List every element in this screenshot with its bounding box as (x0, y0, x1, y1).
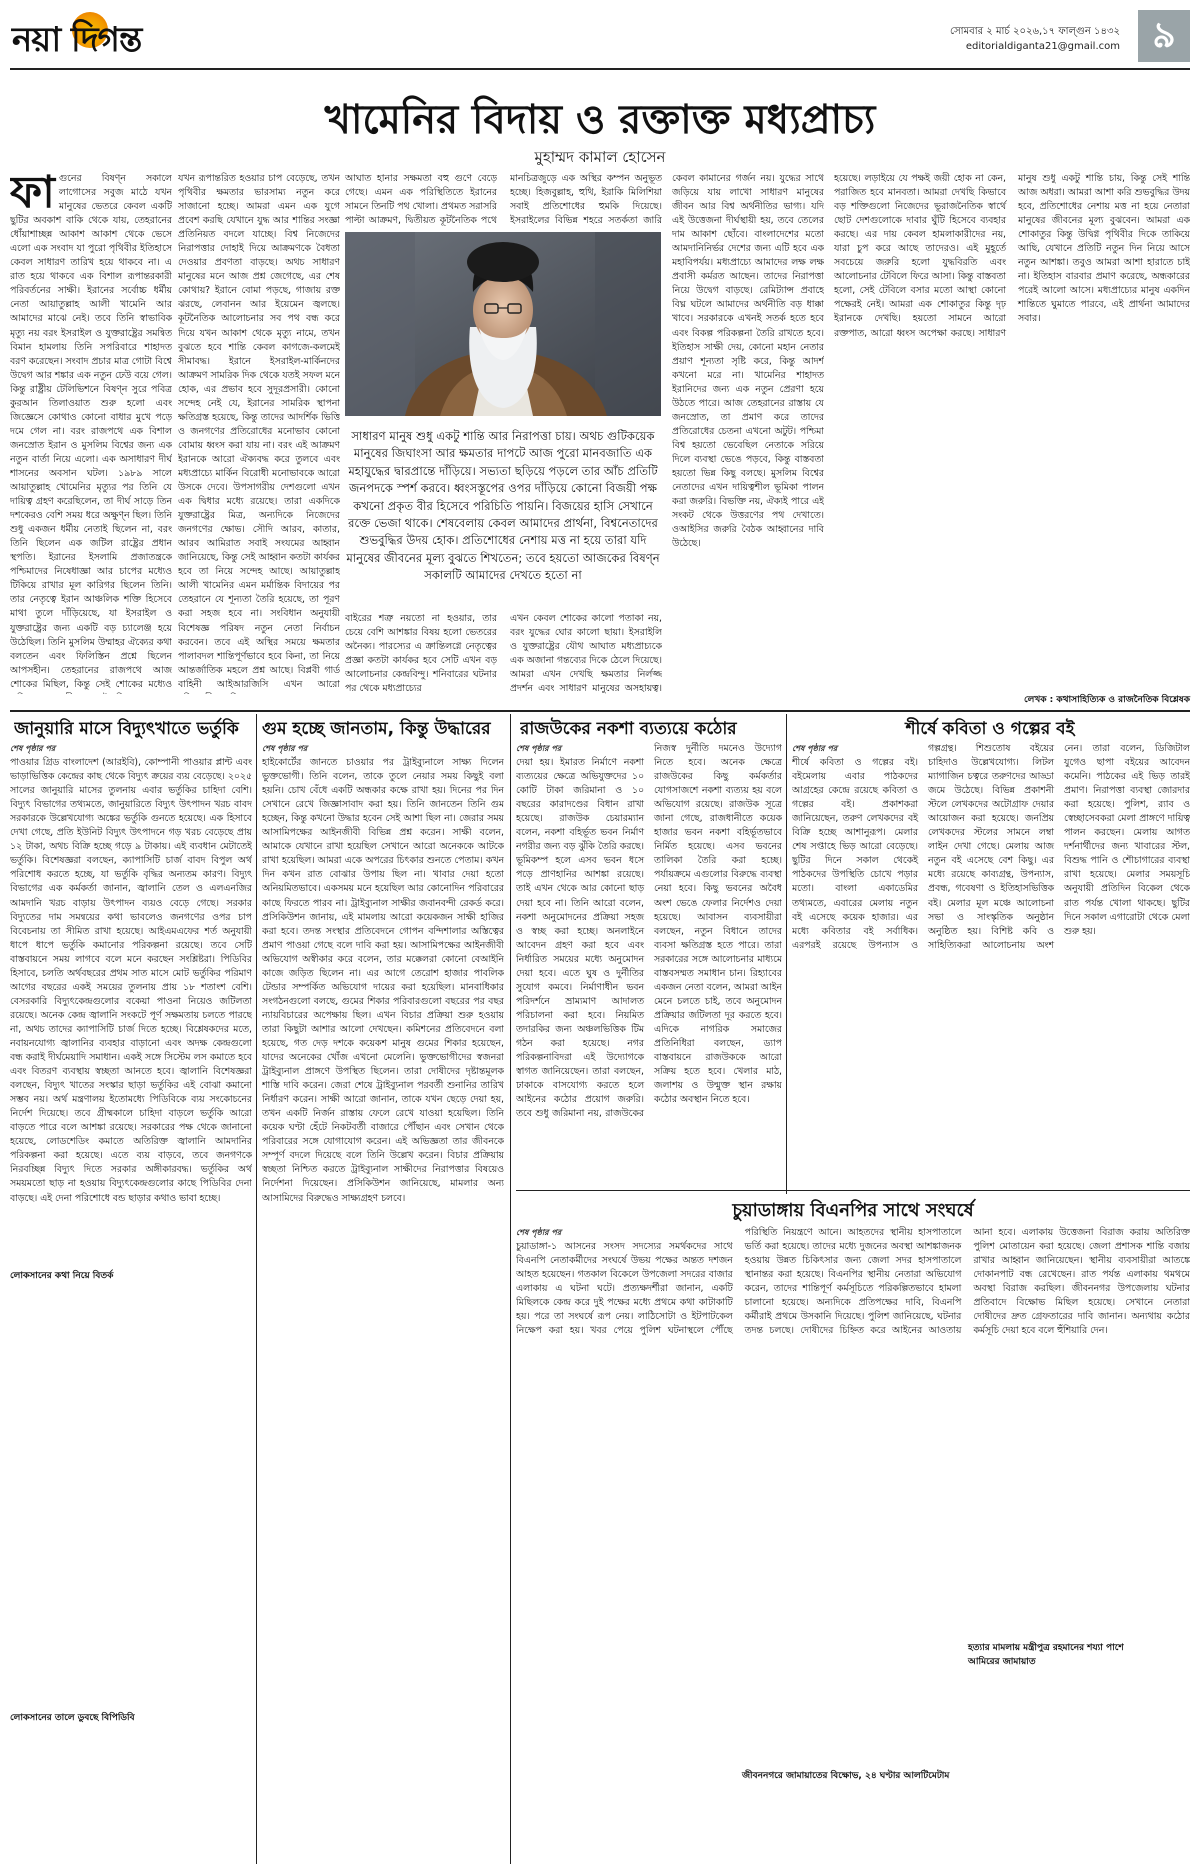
story4-body (792, 742, 1190, 1182)
section-divider (10, 710, 1190, 712)
lead-column-3-top: আঘাত হানার সক্ষমতা বহু গুণে বেড়ে গেছে। এমন এক পরিস্থিতিতে ইরানের সামনে তিনটি পথ খোলা। প্রথমত সরাসরি পাল্টা আক্রমণ, দ্বিতীয়ত কূটনৈতিক পথে (345, 173, 497, 227)
continued-label: শেষ পৃষ্ঠার পর (262, 744, 308, 753)
story5-subhead-2: হত্যার মামলায় মন্ত্রীপুত্র রহমানের শয্যা পাশে (968, 1640, 1190, 1655)
story3-text: দেয়া হয়। ইমারত নির্মাণে নকশা ব্যত্যয়ের ক্ষেত্রে অভিযুক্তদের ১০ কোটি টাকা জরিমানা ও ১০ বছরের কারাদণ্ডের বিধান রাখা হয়েছে। রাজউক চেয়ারম্যান বলেন, নকশা বহির্ভূত ভবন নির্মাণ নগরীর জন্য বড় ঝুঁকি তৈরি করছে। ভূমিকম্প হলে এসব ভবন ধসে পড়ে প্রাণহানির আশঙ্কা রয়েছে। তাই এখন থেকে আর কোনো ছাড় দেয়া হবে না। তিনি আরো বলেন, নকশা অনুমোদনের প্রক্রিয়া সহজ ও স্বচ্ছ করা হচ্ছে। অনলাইনে আবেদন গ্রহণ করা হবে এবং নির্ধারিত সময়ের মধ্যে অনুমোদন দেয়া হবে। এতে ঘুষ ও দুর্নীতির সুযোগ কমবে। নির্মাণাধীন ভবন পরিদর্শনে ভ্রাম্যমাণ আদালত পরিচালনা করা হবে। নিয়মিত তদারকির জন্য অঞ্চলভিত্তিক টিম গঠন করা হয়েছে। নগর পরিকল্পনাবিদরা এই উদ্যোগকে স্বাগত জানিয়েছেন। তারা বলছেন, ঢাকাকে বাসযোগ্য করতে হলে আইনের কঠোর প্রয়োগ জরুরি। তবে শুধু জরিমানা নয়, রাজউকের নিজস্ব দুর্নীতি দমনেও উদ্যোগ নিতে হবে। অনেক ক্ষেত্রে রাজউকের কিছু কর্মকর্তার যোগসাজশে নকশা ব্যত্যয় হয় বলে অভিযোগ রয়েছে। রাজউক সূত্রে জানা গেছে, রাজধানীতে কয়েক হাজার ভবন নকশা বহির্ভূতভাবে নির্মিত হয়েছে। এসব ভবনের তালিকা তৈরি করা হচ্ছে। পর্যায়ক্রমে এগুলোর বিরুদ্ধে ব্যবস্থা নেয়া হবে। কিছু ভবনের অবৈধ অংশ ভেঙে ফেলার নির্দেশও দেয়া হয়েছে। আবাসন ব্যবসায়ীরা বলছেন, নতুন বিধানে তাদের ব্যবসা ক্ষতিগ্রস্ত হতে পারে। তারা সরকারের সঙ্গে আলোচনার মাধ্যমে বাস্তবসম্মত সমাধান চান। রিহ্যাবের একজন নেতা বলেন, আমরা আইন মেনে চলতে চাই, তবে অনুমোদন প্রক্রিয়ার জটিলতা দূর করতে হবে। এদিকে নাগরিক সমাজের প্রতিনিধিরা বলছেন, ড্যাপ বাস্তবায়নে রাজউককে আরো সক্রিয় হতে হবে। খেলার মাঠ, জলাশয় ও উন্মুক্ত স্থান রক্ষায় কঠোর অবস্থান নিতে হবে। (516, 743, 782, 1120)
column-rule (256, 714, 257, 1864)
lead-column-1 (10, 172, 172, 694)
story1-headline[interactable]: জানুয়ারি মাসে বিদ্যুৎখাতে ভর্তুকি (14, 719, 239, 739)
story5-text: চুয়াডাঙ্গা-১ আসনের সংসদ সদস্যের সমর্থকদের সাথে বিএনপি নেতাকর্মীদের সংঘর্ষে উভয় পক্ষের অন্তত দশজন আহত হয়েছেন। গতকাল বিকেলে উপজেলা সদরের বাজার এলাকায় এ ঘটনা ঘটে। প্রত্যক্ষদর্শীরা জানান, একটি মিছিলকে কেন্দ্র করে দুই পক্ষের মধ্যে প্রথমে কথা কাটাকাটি হয়। পরে তা সংঘর্ষে রূপ নেয়। লাঠিসোটা ও ইটপাটকেল নিক্ষেপ করা হয়। খবর পেয়ে পুলিশ ঘটনাস্থলে পৌঁছে পরিস্থিতি নিয়ন্ত্রণে আনে। আহতদের স্থানীয় হাসপাতালে ভর্তি করা হয়েছে। তাদের মধ্যে দুজনের অবস্থা আশঙ্কাজনক হওয়ায় উন্নত চিকিৎসার জন্য জেলা সদর হাসপাতালে স্থানান্তর করা হয়েছে। বিএনপির স্থানীয় নেতারা অভিযোগ করেন, তাদের শান্তিপূর্ণ কর্মসূচিতে পরিকল্পিতভাবে হামলা চালানো হয়েছে। অন্যদিকে প্রতিপক্ষের দাবি, বিএনপি কর্মীরাই প্রথমে উসকানি দিয়েছে। পুলিশ জানিয়েছে, ঘটনার তদন্ত চলছে। দোষীদের চিহ্নিত করে আইনের আওতায় আনা হবে। এলাকায় উত্তেজনা বিরাজ করায় অতিরিক্ত পুলিশ মোতায়েন করা হয়েছে। জেলা প্রশাসক শান্তি বজায় রাখার আহ্বান জানিয়েছেন। স্থানীয় ব্যবসায়ীরা আতঙ্কে দোকানপাট বন্ধ রেখেছেন। রাত পর্যন্ত এলাকায় থমথমে অবস্থা বিরাজ করছিল। জীবননগর উপজেলায় ঘটনার প্রতিবাদে বিক্ষোভ মিছিল হয়েছে। সেখানে নেতারা দোষীদের দ্রুত গ্রেফতারের দাবি জানান। অন্যথায় কঠোর কর্মসূচি দেয়া হবে বলে হুঁশিয়ারি দেন। (516, 1227, 1190, 1337)
continued-label: শেষ পৃষ্ঠার পর (10, 744, 56, 753)
column-rule (786, 714, 787, 1194)
story2-text: হাইকোর্টের জানতে চাওয়ার পর ট্রাইব্যুনালে সাক্ষ্য দিলেন ভুক্তভোগী। তিনি বলেন, তাকে তুলে নেয়ার সময় কিছুই বলা হয়নি। চোখ বেঁধে একটি অন্ধকার কক্ষে রাখা হয়। দিনের পর দিন সেখানে রেখে জিজ্ঞাসাবাদ করা হয়। তিনি জানতেন তিনি গুম হচ্ছেন, কিন্তু কখনো উদ্ধার হবেন সেই আশা ছিল না। জেরার সময় আসামিপক্ষের আইনজীবী বিভিন্ন প্রশ্ন করেন। সাক্ষী বলেন, আমাকে যেখানে রাখা হয়েছিল সেখানে আরো অনেককে আটকে রাখা হয়েছিল। আমরা একে অপরের চিৎকার শুনতে পেতাম। কখন দিন কখন রাত বোঝার উপায় ছিল না। খাবার দেয়া হতো অনিয়মিতভাবে। একসময় মনে হয়েছিল আর কোনোদিন পরিবারের কাছে ফিরতে পারব না। ট্রাইব্যুনাল সাক্ষীর জবানবন্দী রেকর্ড করে। প্রসিকিউশন জানায়, এই মামলায় আরো কয়েকজন সাক্ষী হাজির করা হবে। তদন্ত সংস্থার প্রতিবেদনে গোপন বন্দিশালার অস্তিত্বের প্রমাণ পাওয়া গেছে বলে দাবি করা হয়। আসামিপক্ষের আইনজীবী অভিযোগ অস্বীকার করে বলেন, তার মক্কেলরা কোনো বেআইনি কাজে জড়িত ছিলেন না। এর আগে তেরোশ হাজার পাবলিক টেন্ডার সম্পর্কিত অভিযোগ দায়ের করা হয়েছিল। মানবাধিকার সংগঠনগুলো বলছে, গুমের শিকার পরিবারগুলো বছরের পর বছর ন্যায়বিচারের অপেক্ষায় ছিল। এখন বিচার প্রক্রিয়া শুরু হওয়ায় তারা কিছুটা আশার আলো দেখছেন। কমিশনের প্রতিবেদনে বলা হয়েছে, গত দেড় দশকে কয়েকশ মানুষ গুমের শিকার হয়েছেন, যাদের অনেকের খোঁজ এখনো মেলেনি। ভুক্তভোগীদের স্বজনরা ট্রাইব্যুনাল প্রাঙ্গণে উপস্থিত ছিলেন। তারা দোষীদের দৃষ্টান্তমূলক শাস্তি দাবি করেন। জেরা শেষে ট্রাইব্যুনাল পরবর্তী শুনানির তারিখ নির্ধারণ করেন। সাক্ষী আরো জানান, তাকে যখন ছেড়ে দেয়া হয়, তখন একটি নির্জন রাস্তায় ফেলে রেখে যাওয়া হয়েছিল। তিনি কয়েক ঘণ্টা হেঁটে নিকটবর্তী বাজারে পৌঁছান এবং সেখান থেকে পরিবারের সঙ্গে যোগাযোগ করেন। এই অভিজ্ঞতা তার জীবনকে সম্পূর্ণ বদলে দিয়েছে বলে তিনি উল্লেখ করেন। বিচার প্রক্রিয়ায় স্বচ্ছতা নিশ্চিত করতে ট্রাইব্যুনাল সাক্ষীদের নিরাপত্তার বিষয়েও নির্দেশনা দিয়েছেন। প্রসিকিউশন জানিয়েছে, মামলার অন্য আসামিদের বিরুদ্ধেও সাক্ষ্যগ্রহণ চলবে। (262, 757, 504, 1204)
story2-headline[interactable]: গুম হচ্ছে জানতাম, কিন্তু উদ্ধারের (262, 719, 491, 739)
lead-column-3-bottom: বাইরের শত্রু নয়তো না হওয়ার, তার চেয়ে বেশি আশঙ্কার বিষয় হলো ভেতরের অনৈক্য। পারস্যের এ ক্রান্তিলগ্নে নেতৃত্বের প্রজ্ঞা কতটা কার্যকর হবে সেটি এখন বড় আলোচনার কেন্দ্রবিন্দু। শনিবারের ঘটনার পর থেকে মধ্যপ্রাচ্যের (345, 613, 497, 694)
issue-date (950, 24, 1120, 54)
lead-column-2: যখন রূপান্তরিত হওয়ার চাপ বেড়েছে, তখন পৃথিবীর ক্ষমতার ভারসাম্য নতুন করে সাজানো হচ্ছে। আমরা এমন এক যুগে প্রবেশ করছি যেখানে যুদ্ধ আর শান্তির সংজ্ঞা প্রতিনিয়ত বদলে যাচ্ছে। বিশ্ব নিজেদের নিরাপত্তার দোহাই দিয়ে আক্রমণকে বৈধতা দেওয়ার প্রবণতা বাড়ছে। অথচ সাধারণ মানুষের মনে আজ প্রশ্ন জেগেছে, এর শেষ কোথায়? ইরানে বোমা পড়ছে, গাজায় রক্ত ঝরছে, লেবানন আর ইয়েমেন জ্বলছে। কূটনৈতিক আলোচনার সব পথ বন্ধ করে দিয়ে যখন আকাশ থেকে মৃত্যু নামে, তখন বুঝতে হবে শান্তি কেবল কাগজে-কলমেই সীমাবদ্ধ। ইরানে ইসরাইল-মার্কিনদের আক্রমণ সামরিক দিক থেকে যতই সফল মনে হোক, এর প্রভাব হবে সুদূরপ্রসারী। কোনো সন্দেহ নেই যে, ইরানের সামরিক স্থাপনা ক্ষতিগ্রস্ত হয়েছে, কিন্তু তাদের আদর্শিক ভিত্তি ও জনগণের প্রতিরোধের মনোভাব কোনো বোমায় ধ্বংস করা যায় না। বরং এই আক্রমণ ইরানকে আরো ঐক্যবদ্ধ করে তুলবে এবং মধ্যপ্রাচ্যে মার্কিন বিরোধী মনোভাবকে আরো উসকে দেবে। উপসাগরীয় দেশগুলো এখন এক দ্বিধার মধ্যে রয়েছে। তারা একদিকে যুক্তরাষ্ট্রের মিত্র, অন্যদিকে নিজেদের জনগণের ক্ষোভ। সৌদি আরব, কাতার, আরব আমিরাত সবাই সংযমের আহ্বান জানিয়েছে, কিন্তু সেই আহ্বান কতটা কার্যকর হবে তা নিয়ে সন্দেহ আছে। আয়াতুল্লাহ আলী খামেনির এমন মর্মান্তিক বিদায়ের পর তেহরানে যে শূন্যতা তৈরি হয়েছে, তা পূরণ করা সহজ হবে না। সংবিধান অনুযায়ী বিশেষজ্ঞ পরিষদ নতুন নেতা নির্বাচন করবেন। তবে এই অস্থির সময়ে ক্ষমতার পালাবদল শান্তিপূর্ণভাবে হবে কিনা, তা নিয়ে আন্তর্জাতিক মহলে প্রশ্ন আছে। বিপ্লবী গার্ড বাহিনী আইআরজিসি এখন আরো (178, 173, 340, 690)
section-divider (516, 1190, 1190, 1191)
column-rule (510, 714, 511, 1864)
lead-column-5: কেবল কামানের গর্জন নয়। যুদ্ধের সাথে জড়িয়ে যায় লাখো সাধারণ মানুষের জীবন আর বিশ্ব অর্থনীতির ভাগ্য। যদি এই উত্তেজনা দীর্ঘস্থায়ী হয়, তবে তেলের দাম আকাশ ছোঁবে। বাংলাদেশের মতো আমদানিনির্ভর দেশের জন্য এটি হবে এক মহাবিপর্যয়। মধ্যপ্রাচ্যে আমাদের লক্ষ লক্ষ প্রবাসী কর্মরত আছেন। তাদের নিরাপত্তা নিয়ে উদ্বেগ বাড়ছে। রেমিট্যান্স প্রবাহে বিঘ্ন ঘটলে আমাদের অর্থনীতি বড় ধাক্কা খাবে। সরকারকে এখনই সতর্ক হতে হবে এবং বিকল্প পরিকল্পনা তৈরি রাখতে হবে। ইতিহাস সাক্ষী দেয়, কোনো মহান নেতার প্রয়াণ শূন্যতা সৃষ্টি করে, কিন্তু আদর্শ কখনো মরে না। খামেনির শাহাদত ইরানিদের জন্য এক নতুন প্রেরণা হয়ে উঠতে পারে। আজ তেহরানের রাস্তায় যে জনস্রোত, তা প্রমাণ করে তাদের প্রতিরোধের চেতনা এখনো অটুট। পশ্চিমা বিশ্ব হয়তো ভেবেছিল নেতাকে সরিয়ে দিলে ব্যবস্থা ভেঙে পড়বে, কিন্তু বাস্তবতা হয়তো ভিন্ন কিছু বলছে। মুসলিম বিশ্বের নেতাদের এখন দায়িত্বশীল ভূমিকা পালন করা জরুরি। বিভক্তি নয়, ঐক্যই পারে এই সংকট থেকে উত্তরণের পথ দেখাতে। ওআইসির জরুরি বৈঠক আহ্বানের দাবি উঠেছে। (672, 173, 824, 550)
story5-subhead-3: আমিরের জামায়াত (968, 1654, 1190, 1669)
masthead (10, 8, 1190, 70)
story5-headline[interactable]: চুয়াডাঙ্গায় বিএনপির সাথে সংঘর্ষে (732, 1200, 974, 1221)
lead-column-4-bottom: এখন কেবল শোকের কালো পতাকা নয়, বরং যুদ্ধের ঘোর কালো ছায়া। ইসরাইলি ও যুক্তরাষ্ট্রের যৌথ আঘাত মধ্যপ্রাচ্যকে এক অজানা গন্তব্যের দিকে ঠেলে দিয়েছে। আমরা এখন দেখছি ক্ষমতার নির্লজ্জ প্রদর্শন এবং সাধারণ মানুষের অসহায়ত্ব। (510, 613, 662, 694)
story1-body (10, 742, 252, 1864)
story4-text: শীর্ষে কবিতা ও গল্পের বই। বইমেলায় এবার পাঠকদের আগ্রহের কেন্দ্রে রয়েছে কবিতা ও গল্পের বই। প্রকাশকরা জানিয়েছেন, তরুণ লেখকদের বই বিক্রি হচ্ছে আশানুরূপ। মেলার শেষ সপ্তাহে ভিড় আরো বেড়েছে। ছুটির দিনে সকাল থেকেই পাঠকদের উপস্থিতি চোখে পড়ার মতো। বাংলা একাডেমির তথ্যমতে, এবারের মেলায় নতুন বই এসেছে কয়েক হাজার। এর মধ্যে কবিতার বই সর্বাধিক। এরপরই রয়েছে উপন্যাস ও গল্পগ্রন্থ। শিশুতোষ বইয়ের চাহিদাও উল্লেখযোগ্য। লিটল ম্যাগাজিন চত্বরে তরুণদের আড্ডা জমে উঠেছে। বিভিন্ন প্রকাশনী স্টলে লেখকদের অটোগ্রাফ দেয়ার আয়োজন করা হয়েছে। জনপ্রিয় লেখকদের স্টলের সামনে লম্বা লাইন দেখা গেছে। মেলায় আজ নতুন বই এসেছে বেশ কিছু। এর মধ্যে রয়েছে কাব্যগ্রন্থ, উপন্যাস, প্রবন্ধ, গবেষণা ও ইতিহাসভিত্তিক বই। মেলার মূল মঞ্চে আলোচনা সভা ও সাংস্কৃতিক অনুষ্ঠান অনুষ্ঠিত হয়। বিশিষ্ট কবি ও সাহিত্যিকরা আলোচনায় অংশ নেন। তারা বলেন, ডিজিটাল যুগেও ছাপা বইয়ের আবেদন কমেনি। পাঠকের এই ভিড় তারই প্রমাণ। নিরাপত্তা ব্যবস্থা জোরদার করা হয়েছে। পুলিশ, র‍্যাব ও স্বেচ্ছাসেবকরা মেলা প্রাঙ্গণে দায়িত্ব পালন করছেন। মেলায় আগত দর্শনার্থীদের জন্য খাবারের স্টল, বিশুদ্ধ পানি ও শৌচাগারের ব্যবস্থা রাখা হয়েছে। মেলার সময়সূচি অনুযায়ী প্রতিদিন বিকেল থেকে রাত পর্যন্ত খোলা থাকছে। ছুটির দিনে সকাল এগারোটা থেকে মেলা শুরু হয়। (792, 743, 1190, 951)
pull-quote: সাধারণ মানুষ শুধু একটু শান্তি আর নিরাপত্তা চায়। অথচ গুটিকয়েক মানুষের জিঘাংসা আর ক্ষমতার দাপটে আজ পুরো মানবজাতি এক মহাযুদ্ধের দ্বারপ্রান্তে দাঁড়িয়ে। সভ্যতা ছড়িয়ে পড়লে তার আঁচ প্রতিটি জনপদকে স্পর্শ করবে। ধ্বংসস্তূপের ওপর দাঁড়িয়ে কোনো বিজয়ী পক্ষ কখনো প্রকৃত বীর হিসেবে পরিচিতি পায়নি। বিজয়ের হাসি সেখানে রক্তে ভেজা থাকে। শেষবেলায় কেবল আমাদের প্রার্থনা, বিশ্বনেতাদের শুভবুদ্ধির উদয় হোক। প্রতিশোধের নেশায় মত্ত না হয়ে তারা যদি মানুষের জীবনের মূল্য বুঝতে শিখতেন; তবে হয়তো আজকের বিষণ্ন সকালটি আমাদের দেখতে হতো না (346, 429, 660, 583)
lead-column-4-top: মানচিত্রজুড়ে এক অস্থির কম্পন অনুভূত হচ্ছে। হিজবুল্লাহ, হুথি, ইরাকি মিলিশিয়া সবাই প্রতিশোধের হুমকি দিয়েছে। ইসরাইলের বিভিন্ন শহরে সতর্কতা জারি (510, 173, 662, 227)
continued-label: শেষ পৃষ্ঠার পর (516, 744, 562, 753)
editorial-email[interactable]: editorialdiganta21@gmail.com (965, 41, 1120, 52)
page-number-badge: ৯ (1138, 10, 1190, 62)
story2-body (262, 742, 504, 1864)
date-line: সোমবার ২ মার্চ ২০২৬,১৭ ফাল্গুন ১৪৩২ (950, 26, 1120, 37)
author-signature: লেখক : কথাসাহিত্যিক ও রাজনৈতিক বিশ্লেষক (1023, 695, 1190, 705)
newspaper-logo[interactable]: নয়া দিগন্ত (12, 14, 141, 71)
lead-photo[interactable] (345, 232, 661, 416)
story3-headline[interactable]: রাজউকের নকশা ব্যত্যয়ে কঠোর (520, 719, 737, 739)
drop-cap: ফা (10, 172, 55, 218)
lead-col1-text: গুনের বিষণ্ন সকালে লাগোসের সবুজ মাঠে যখন মানুষের ভেতরে কেবল একটি ছুটির অবকাশ বাকি থেকে যায়, তেহরানের ধোঁয়াশাচ্ছন্ন আকাশ আকাশ থেকে ভেসে এলো এক সংবাদ যা পুরো পৃথিবীর ইতিহাসে কেবল সাধারণ তারিখ হয়ে থাকবে না। এ রাত হয়ে থাকবে এক বিশাল রূপান্তরকারী পরিবর্তনের সাক্ষী। ইরানের সর্বোচ্চ ধর্মীয় নেতা আয়াতুল্লাহ আলী খামেনি আর আমাদের মাঝে নেই। তবে তিনি স্বাভাবিক মৃত্যু নয় বরং ইসরাইল ও যুক্তরাষ্ট্রের সমন্বিত বিমান হামলায় তিনি সপরিবারে শাহাদত বরণ করেছেন। সংবাদ প্রচার মাত্র গোটা বিশ্বে উদ্বেগ আর শঙ্কার এক নতুন ঢেউ বয়ে গেল। কিন্তু রাষ্ট্রীয় টেলিভিশনে বিষণ্ন সুরে পবিত্র কুরআন তিলাওয়াত শুরু হলো এবং জিজ্ঞেসে কোথাও কোনো বাধার মুখে পড়ে দমে গেল না। বরং রাজপথে এক বিশাল জনস্রোত ইরান ও মুসলিম বিশ্বের জন্য এক নতুন বার্তা নিয়ে এলো। এক অসাধারণ দীর্ঘ শাসনের অবসান ঘটল। ১৯৮৯ সালে আয়াতুল্লাহ খোমেনির মৃত্যুর পর তিনি যে দায়িত্ব গ্রহণ করেছিলেন, তা দীর্ঘ সাড়ে তিন দশকেরও বেশি সময় ধরে অক্ষুণ্ন ছিল। তিনি শুধু একজন ধর্মীয় নেতাই ছিলেন না, বরং তিনি ছিলেন এক জটিল রাষ্ট্রের প্রধান স্থপতি। ইরানের ইসলামি প্রজাতন্ত্রকে পশ্চিমাদের নিষেধাজ্ঞা আর চাপের মধ্যেও টিকিয়ে রাখার মূল কারিগর ছিলেন তিনি। তার নেতৃত্বে ইরান আঞ্চলিক শক্তি হিসেবে মাথা তুলে দাঁড়িয়েছে, যা ইসরাইল ও যুক্তরাষ্ট্রের জন্য একটি বড় চ্যালেঞ্জ হয়ে উঠেছিল। তিনি মুসলিম উম্মাহর ঐক্যের কথা বলতেন এবং ফিলিস্তিন প্রশ্নে ছিলেন আপসহীন। তেহরানের রাজপথে আজ শোকের মিছিল, কিন্তু সেই শোকের মধ্যেও (10, 173, 172, 690)
khamenei-portrait-image (345, 232, 661, 416)
story1-subhead-1: লোকসানের কথা নিয়ে বিতর্ক (10, 1268, 252, 1283)
continued-label: শেষ পৃষ্ঠার পর (792, 744, 838, 753)
story4-headline[interactable]: শীর্ষে কবিতা ও গল্পের বই (905, 719, 1075, 739)
story3-body (516, 742, 782, 1182)
lead-column-6: হয়েছে। লড়াইয়ে যে পক্ষই জয়ী হোক না কেন, পরাজিত হবে মানবতা। আমরা দেখছি কিভাবে বড় শক্তিগুলো নিজেদের ভূরাজনৈতিক স্বার্থে ছোট দেশগুলোকে দাবার ঘুঁটি হিসেবে ব্যবহার করছে। এর দায় কেবল হামলাকারীদের নয়, যারা চুপ করে আছে তাদেরও। এই মুহূর্তে সবচেয়ে জরুরি হলো যুদ্ধবিরতি এবং আলোচনার টেবিলে ফিরে আসা। কিন্তু বাস্তবতা হলো, সেই টেবিলে বসার মতো আস্থা কোনো পক্ষেরই নেই। আমরা এক শোকাতুর কিন্তু দৃঢ় ইরানকে দেখছি। হয়তো সামনে আরো রক্তপাত, আরো ধ্বংস অপেক্ষা করছে। সাধারণ মানুষ শুধু একটু শান্তি চায়, কিন্তু সেই শান্তি আজ অধরা। আমরা আশা করি শুভবুদ্ধির উদয় হবে, প্রতিশোধের নেশায় মত্ত না হয়ে নেতারা মানুষের জীবনের মূল্য বুঝবেন। আমরা এক শোকাতুর কিন্তু উদ্বিগ্ন পৃথিবীর দিকে তাকিয়ে আছি, যেখানে প্রতিটি নতুন দিন নিয়ে আসে নতুন আশঙ্কা। তবুও আমরা আশা হারাতে চাই না। ইতিহাস বারবার প্রমাণ করেছে, অন্ধকারের পরেই আলো আসে। মধ্যপ্রাচ্যের মানুষ একদিন শান্তিতে ঘুমাতে পারবে, এই প্রার্থনা আমাদের সবার। (834, 173, 1190, 339)
lead-byline: মুহাম্মদ কামাল হোসেন (534, 148, 666, 166)
story1-subhead-2: লোকসানের তালে ডুবছে বিপিডিবি (10, 1710, 252, 1725)
lead-headline[interactable]: খামেনির বিদায় ও রক্তাক্ত মধ্যপ্রাচ্য (324, 97, 876, 143)
story1-text: পাওয়ার গ্রিড বাংলাদেশ (আরইবি), কোম্পানী পাওয়ার প্লান্ট এবং ভাড়াভিত্তিক কেন্দ্রের কাছ থেকে বিদ্যুৎ ক্রয়ের ব্যয় বেড়েছে। ২০২৫ সালের জানুয়ারি মাসের তুলনায় এবার ভর্তুকির চাহিদা বেশি। বিদ্যুৎ বিভাগের তথ্যমতে, জানুয়ারিতে বিদ্যুৎ উৎপাদন খরচ বাবদ সরকারকে উল্লেখযোগ্য অঙ্কের ভর্তুকি গুনতে হয়েছে। এক হিসাবে দেখা গেছে, প্রতি ইউনিট বিদ্যুৎ উৎপাদনে গড় খরচ বেড়েছে প্রায় ১২ টাকা, অথচ বিক্রি হচ্ছে গড়ে ৯ টাকায়। এই ব্যবধান মেটাতেই ভর্তুকি। বিশেষজ্ঞরা বলছেন, ক্যাপাসিটি চার্জ বাবদ বিপুল অর্থ পরিশোধ করতে হচ্ছে, যা ভর্তুকি বৃদ্ধির অন্যতম কারণ। বিদ্যুৎ বিভাগের এক কর্মকর্তা জানান, জ্বালানি তেল ও এলএনজির আমদানি খরচ বাড়ায় উৎপাদন ব্যয়ও বেড়ে গেছে। সরকার বিদ্যুতের দাম সমন্বয়ের কথা ভাবলেও জনগণের ওপর চাপ বিবেচনায় তা সীমিত রাখা হয়েছে। আইএমএফের শর্ত অনুযায়ী ধাপে ধাপে ভর্তুকি কমানোর পরিকল্পনা রয়েছে। তবে সেটি বাস্তবায়নে সময় লাগবে বলে মনে করছেন সংশ্লিষ্টরা। পিডিবির হিসাবে, চলতি অর্থবছরের প্রথম সাত মাসে মোট ভর্তুকির পরিমাণ আগের বছরের একই সময়ের তুলনায় প্রায় ১৮ শতাংশ বেশি। বেসরকারি বিদ্যুৎকেন্দ্রগুলোর বকেয়া পাওনা নিয়েও জটিলতা রয়েছে। অনেক কেন্দ্র জ্বালানি সংকটে পূর্ণ সক্ষমতায় চলতে পারছে না, অথচ তাদের ক্যাপাসিটি চার্জ দিতে হচ্ছে। বিশ্লেষকদের মতে, নবায়নযোগ্য জ্বালানির ব্যবহার বাড়ানো এবং অদক্ষ কেন্দ্রগুলো বন্ধ করাই দীর্ঘমেয়াদি সমাধান। একই সঙ্গে সিস্টেম লস কমাতে হবে এবং বিতরণ ব্যবস্থায় স্বচ্ছতা আনতে হবে। জ্বালানি বিশেষজ্ঞরা বলছেন, বিদ্যুৎ খাতের সংস্কার ছাড়া ভর্তুকির এই বোঝা কমানো সম্ভব নয়। অর্থ মন্ত্রণালয় ইতোমধ্যে পিডিবিকে ব্যয় সংকোচনের নির্দেশ দিয়েছে। তবে গ্রীষ্মকালে চাহিদা বাড়লে ভর্তুকি আরো বাড়তে পারে বলে আশঙ্কা রয়েছে। সরকারের পক্ষ থেকে জানানো হয়েছে, লোডশেডিং কমাতে অতিরিক্ত জ্বালানি আমদানির পরিকল্পনা করা হয়েছে। এতে ব্যয় বাড়বে, তবে জনগণকে নিরবচ্ছিন্ন বিদ্যুৎ দিতে সরকার অঙ্গীকারবদ্ধ। ভর্তুকির অর্থ সময়মতো ছাড় না হওয়ায় বিদ্যুৎকেন্দ্রগুলোর কাছে পিডিবির দেনা বাড়ছে। এই দেনা পরিশোধে বন্ড ছাড়ার কথাও ভাবা হচ্ছে। (10, 757, 252, 1204)
story5-subhead-1: জীবননগরে জামায়াতের বিক্ষোভ, ২৪ ঘণ্টার আলটিমেটাম (742, 1768, 960, 1783)
continued-label: শেষ পৃষ্ঠার পর (516, 1228, 562, 1237)
